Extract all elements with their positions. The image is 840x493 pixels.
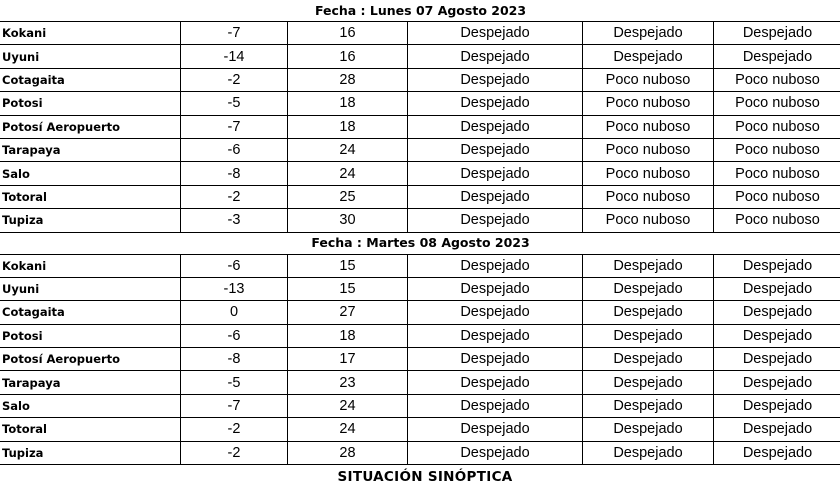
condition-2: Poco nuboso [583, 92, 714, 115]
condition-1: Despejado [408, 185, 583, 208]
table-row [0, 45, 840, 68]
date-header-row [0, 232, 840, 254]
max-temp: 24 [288, 394, 408, 417]
station-name: Totoral [0, 185, 181, 208]
min-temp: -2 [181, 185, 288, 208]
table-row [0, 348, 840, 371]
condition-2: Poco nuboso [583, 138, 714, 161]
min-temp: -6 [181, 324, 288, 347]
condition-1: Despejado [408, 441, 583, 464]
max-temp: 28 [288, 441, 408, 464]
condition-2: Despejado [583, 45, 714, 68]
condition-1: Despejado [408, 22, 583, 45]
table-row [0, 394, 840, 417]
table-row [0, 277, 840, 300]
condition-3: Despejado [714, 371, 840, 394]
min-temp: -6 [181, 254, 288, 277]
station-name: Kokani [0, 254, 181, 277]
table-row [0, 254, 840, 277]
condition-3: Despejado [714, 301, 840, 324]
min-temp: -2 [181, 68, 288, 91]
condition-1: Despejado [408, 371, 583, 394]
station-name: Salo [0, 394, 181, 417]
condition-1: Despejado [408, 45, 583, 68]
station-name: Uyuni [0, 45, 181, 68]
table-row [0, 301, 840, 324]
condition-2: Poco nuboso [583, 162, 714, 185]
station-name: Salo [0, 162, 181, 185]
date-header: Fecha : Martes 08 Agosto 2023 [0, 232, 840, 254]
min-temp: 0 [181, 301, 288, 324]
table-row [0, 138, 840, 161]
min-temp: -2 [181, 418, 288, 441]
max-temp: 18 [288, 115, 408, 138]
table-row [0, 115, 840, 138]
min-temp: -7 [181, 115, 288, 138]
condition-1: Despejado [408, 418, 583, 441]
condition-2: Poco nuboso [583, 209, 714, 232]
station-name: Tarapaya [0, 138, 181, 161]
station-name: Potosi [0, 92, 181, 115]
max-temp: 18 [288, 324, 408, 347]
condition-2: Despejado [583, 418, 714, 441]
min-temp: -2 [181, 441, 288, 464]
max-temp: 18 [288, 92, 408, 115]
condition-3: Despejado [714, 45, 840, 68]
max-temp: 30 [288, 209, 408, 232]
condition-1: Despejado [408, 68, 583, 91]
table-row [0, 371, 840, 394]
condition-3: Poco nuboso [714, 115, 840, 138]
condition-3: Poco nuboso [714, 68, 840, 91]
table-row [0, 324, 840, 347]
condition-2: Despejado [583, 441, 714, 464]
condition-2: Despejado [583, 324, 714, 347]
min-temp: -13 [181, 277, 288, 300]
station-name: Uyuni [0, 277, 181, 300]
table-row [0, 185, 840, 208]
condition-1: Despejado [408, 348, 583, 371]
max-temp: 16 [288, 22, 408, 45]
max-temp: 17 [288, 348, 408, 371]
condition-1: Despejado [408, 115, 583, 138]
station-name: Cotagaita [0, 301, 181, 324]
station-name: Tarapaya [0, 371, 181, 394]
min-temp: -6 [181, 138, 288, 161]
condition-1: Despejado [408, 394, 583, 417]
max-temp: 24 [288, 138, 408, 161]
condition-2: Despejado [583, 348, 714, 371]
condition-3: Poco nuboso [714, 209, 840, 232]
min-temp: -8 [181, 162, 288, 185]
max-temp: 25 [288, 185, 408, 208]
condition-2: Despejado [583, 277, 714, 300]
max-temp: 24 [288, 418, 408, 441]
condition-2: Despejado [583, 22, 714, 45]
condition-1: Despejado [408, 209, 583, 232]
station-name: Cotagaita [0, 68, 181, 91]
condition-3: Poco nuboso [714, 185, 840, 208]
max-temp: 15 [288, 277, 408, 300]
min-temp: -7 [181, 22, 288, 45]
condition-2: Despejado [583, 301, 714, 324]
condition-3: Poco nuboso [714, 92, 840, 115]
section-title: SITUACIÓN SINÓPTICA [337, 469, 513, 485]
station-name: Totoral [0, 418, 181, 441]
min-temp: -7 [181, 394, 288, 417]
condition-3: Poco nuboso [714, 138, 840, 161]
condition-2: Despejado [583, 394, 714, 417]
station-name: Tupiza [0, 441, 181, 464]
table-row [0, 68, 840, 91]
condition-2: Poco nuboso [583, 115, 714, 138]
condition-3: Despejado [714, 277, 840, 300]
table-row [0, 22, 840, 45]
condition-1: Despejado [408, 301, 583, 324]
date-header-row [0, 0, 840, 22]
max-temp: 27 [288, 301, 408, 324]
table-row [0, 209, 840, 232]
max-temp: 15 [288, 254, 408, 277]
station-name: Potosí Aeropuerto [0, 348, 181, 371]
condition-3: Despejado [714, 418, 840, 441]
condition-2: Despejado [583, 371, 714, 394]
condition-1: Despejado [408, 277, 583, 300]
table-row [0, 162, 840, 185]
condition-1: Despejado [408, 162, 583, 185]
station-name: Kokani [0, 22, 181, 45]
max-temp: 24 [288, 162, 408, 185]
condition-2: Despejado [583, 254, 714, 277]
condition-1: Despejado [408, 254, 583, 277]
max-temp: 23 [288, 371, 408, 394]
table-row [0, 418, 840, 441]
min-temp: -5 [181, 92, 288, 115]
max-temp: 16 [288, 45, 408, 68]
table-row [0, 441, 840, 464]
condition-3: Poco nuboso [714, 162, 840, 185]
station-name: Potosi [0, 324, 181, 347]
min-temp: -8 [181, 348, 288, 371]
min-temp: -14 [181, 45, 288, 68]
date-header: Fecha : Lunes 07 Agosto 2023 [0, 0, 840, 22]
condition-1: Despejado [408, 92, 583, 115]
station-name: Potosí Aeropuerto [0, 115, 181, 138]
min-temp: -3 [181, 209, 288, 232]
table-row [0, 92, 840, 115]
condition-3: Despejado [714, 441, 840, 464]
condition-1: Despejado [408, 138, 583, 161]
condition-3: Despejado [714, 254, 840, 277]
max-temp: 28 [288, 68, 408, 91]
station-name: Tupiza [0, 209, 181, 232]
condition-2: Poco nuboso [583, 68, 714, 91]
condition-1: Despejado [408, 324, 583, 347]
condition-3: Despejado [714, 324, 840, 347]
condition-3: Despejado [714, 22, 840, 45]
condition-3: Despejado [714, 394, 840, 417]
condition-2: Poco nuboso [583, 185, 714, 208]
condition-3: Despejado [714, 348, 840, 371]
min-temp: -5 [181, 371, 288, 394]
